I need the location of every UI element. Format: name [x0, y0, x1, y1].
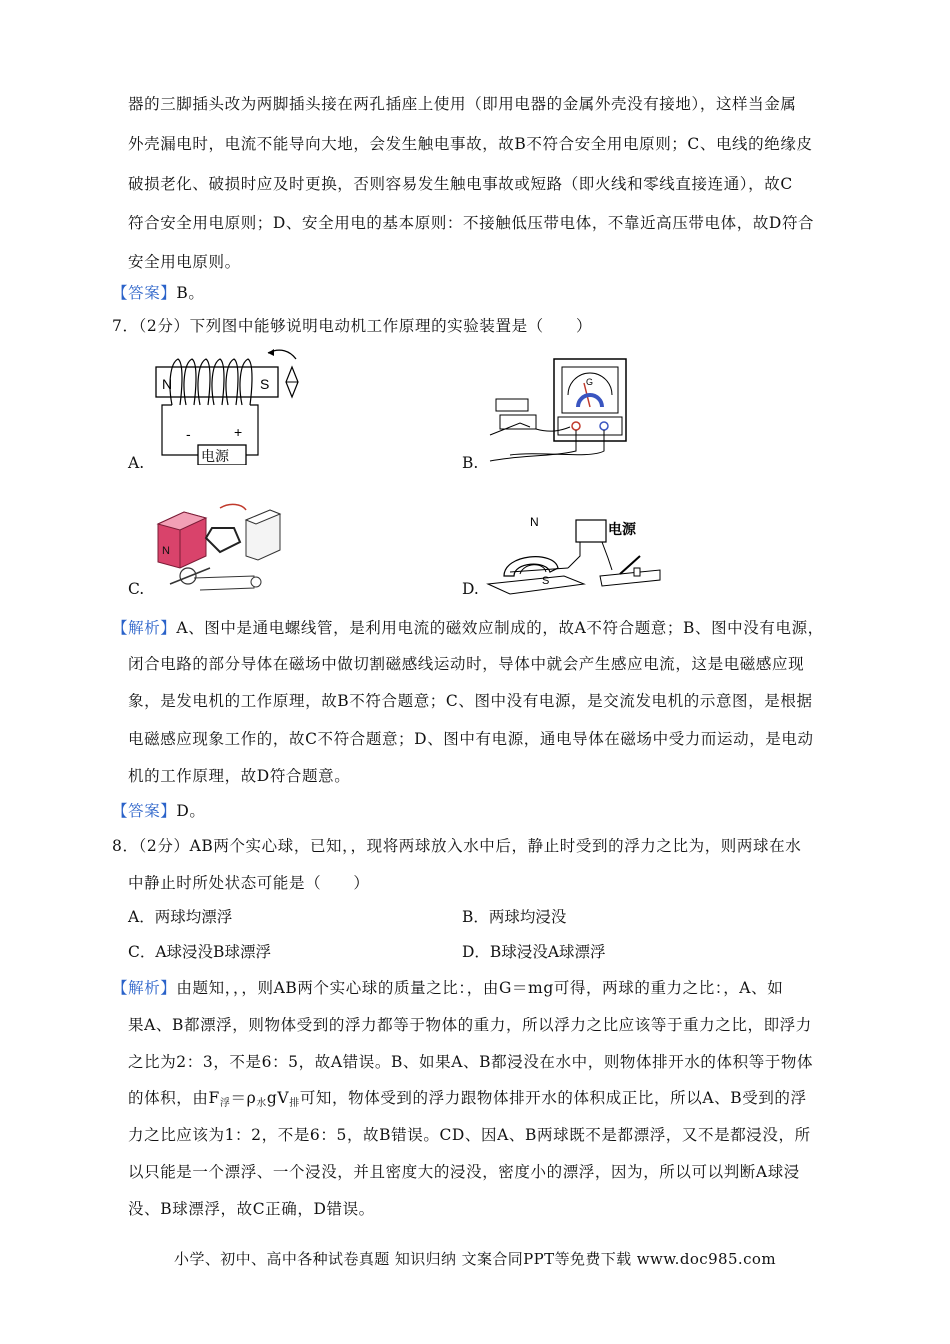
q8-analysis-line — [112, 976, 783, 998]
page-footer: 小学、初中、高中各种试卷真题 知识归纳 文案合同PPT等免费下载 www.doc985.com — [174, 1250, 776, 1268]
q6-answer-line — [112, 281, 205, 303]
q8-analysis-line: 没、B球漂浮，故C正确，D错误。 — [128, 1200, 375, 1218]
q8-analysis-line: 以只能是一个漂浮、一个浸没，并且密度大的浸没，密度小的漂浮，因为，所以可以判断A球浸 — [128, 1163, 800, 1181]
q7-option-d-label: D. — [462, 580, 479, 598]
rotation-arrow-icon — [220, 504, 246, 510]
q6-answer: B。 — [176, 284, 205, 302]
fig-a-plus-label: + — [234, 424, 243, 440]
paragraph-line: 破损老化、破损时应及时更换，否则容易发生触电事故或短路（即火线和零线直接连通），故C — [128, 175, 793, 193]
q8-analysis-line — [128, 1086, 807, 1109]
q7-analysis-line: 闭合电路的部分导体在磁场中做切割磁感线运动时，导体中就会产生感应电流，这是电磁感应现 — [128, 655, 805, 673]
paragraph-line: 器的三脚插头改为两脚插头接在两孔插座上使用（即用电器的金属外壳没有接地），这样当金属 — [128, 95, 797, 113]
q7-analysis-line — [112, 616, 824, 638]
q7-analysis-line: 电磁感应现象工作的，故C不符合题意；D、图中有电源，通电导体在磁场中受力而运动，是电动 — [128, 730, 814, 748]
galvanometer-figure — [480, 355, 640, 467]
fig-a-n-label: N — [162, 376, 173, 392]
q7-stem: 7．（2分）下列图中能够说明电动机工作原理的实验装置是（ ） — [112, 317, 593, 335]
q7-answer: D。 — [176, 802, 206, 820]
analysis-text: gV — [266, 1089, 290, 1107]
fig-c-n-label: N — [162, 545, 170, 557]
q7-answer-line — [112, 799, 206, 821]
q8-analysis-line: 力之比应该为1：2，不是6：5，故B错误。CD、因A、B两球既不是都漂浮，又不是都浸没，所 — [128, 1126, 811, 1144]
q8-option-a: A．两球均漂浮 — [128, 908, 233, 926]
motor-figure — [484, 510, 664, 600]
fig-b-g-label: G — [586, 377, 594, 387]
analysis-text: 的体积，由F — [128, 1089, 220, 1107]
answer-tag: 【答案】 — [112, 802, 177, 820]
generator-figure — [150, 498, 290, 598]
q8-stem-line: 中静止时所处状态可能是（ ） — [128, 874, 370, 892]
analysis-tag: 【解析】 — [112, 619, 177, 637]
answer-tag: 【答案】 — [112, 284, 177, 302]
q7-option-a-label: A. — [128, 454, 145, 472]
subscript: 浮 — [219, 1098, 231, 1109]
q8-option-d: D．B球浸没A球漂浮 — [462, 943, 606, 961]
fig-a-s-label: S — [260, 376, 270, 392]
q8-stem-line: 8．（2分）AB两个实心球，已知，，现将两球放入水中后，静止时受到的浮力之比为，则两球在水 — [112, 837, 802, 855]
analysis-tag: 【解析】 — [112, 979, 177, 997]
analysis-text: 由题知，，，则AB两个实心球的质量之比：，由G＝mg可得，两球的重力之比：，A、如 — [176, 979, 784, 997]
paragraph-line: 安全用电原则。 — [128, 253, 241, 271]
fig-d-source-label: 电源 — [608, 522, 636, 538]
solenoid-figure — [150, 345, 310, 465]
analysis-text: A、图中是通电螺线管，是利用电流的磁效应制成的，故A不符合题意；B、图中没有电源， — [176, 619, 824, 637]
q8-analysis-line: 之比为2：3，不是6：5，故A错误。B、如果A、B都浸没在水中，则物体排开水的体积等于物体 — [128, 1053, 814, 1071]
q8-analysis-line: 果A、B都漂浮，则物体受到的浮力都等于物体的重力，所以浮力之比应该等于重力之比，即浮力 — [128, 1016, 812, 1034]
fig-a-minus-label: - — [186, 426, 191, 442]
paragraph-line: 符合安全用电原则；D、安全用电的基本原则：不接触低压带电体，不靠近高压带电体，故D符合 — [128, 214, 815, 232]
fig-d-s-label: S — [542, 575, 550, 587]
q7-analysis-line: 象，是发电机的工作原理，故B不符合题意；C、图中没有电源，是交流发电机的示意图，是根据 — [128, 692, 813, 710]
analysis-text: ＝ρ — [230, 1089, 257, 1107]
subscript: 水 — [256, 1098, 267, 1109]
fig-a-source-label: 电源 — [201, 449, 229, 465]
fig-d-n-label: N — [530, 515, 539, 529]
q7-option-b-label: B. — [462, 454, 479, 472]
q8-option-b: B．两球均浸没 — [462, 908, 567, 926]
q7-option-c-label: C. — [128, 580, 145, 598]
paragraph-line: 外壳漏电时，电流不能导向大地，会发生触电事故，故B不符合安全用电原则；C、电线的绝缘皮 — [128, 135, 813, 153]
subscript: 排 — [289, 1098, 300, 1109]
analysis-text: 可知，物体受到的浮力跟物体排开水的体积成正比，所以A、B受到的浮 — [299, 1089, 807, 1107]
q8-option-c: C．A球浸没B球漂浮 — [128, 943, 271, 961]
q7-analysis-line: 机的工作原理，故D符合题意。 — [128, 767, 351, 785]
